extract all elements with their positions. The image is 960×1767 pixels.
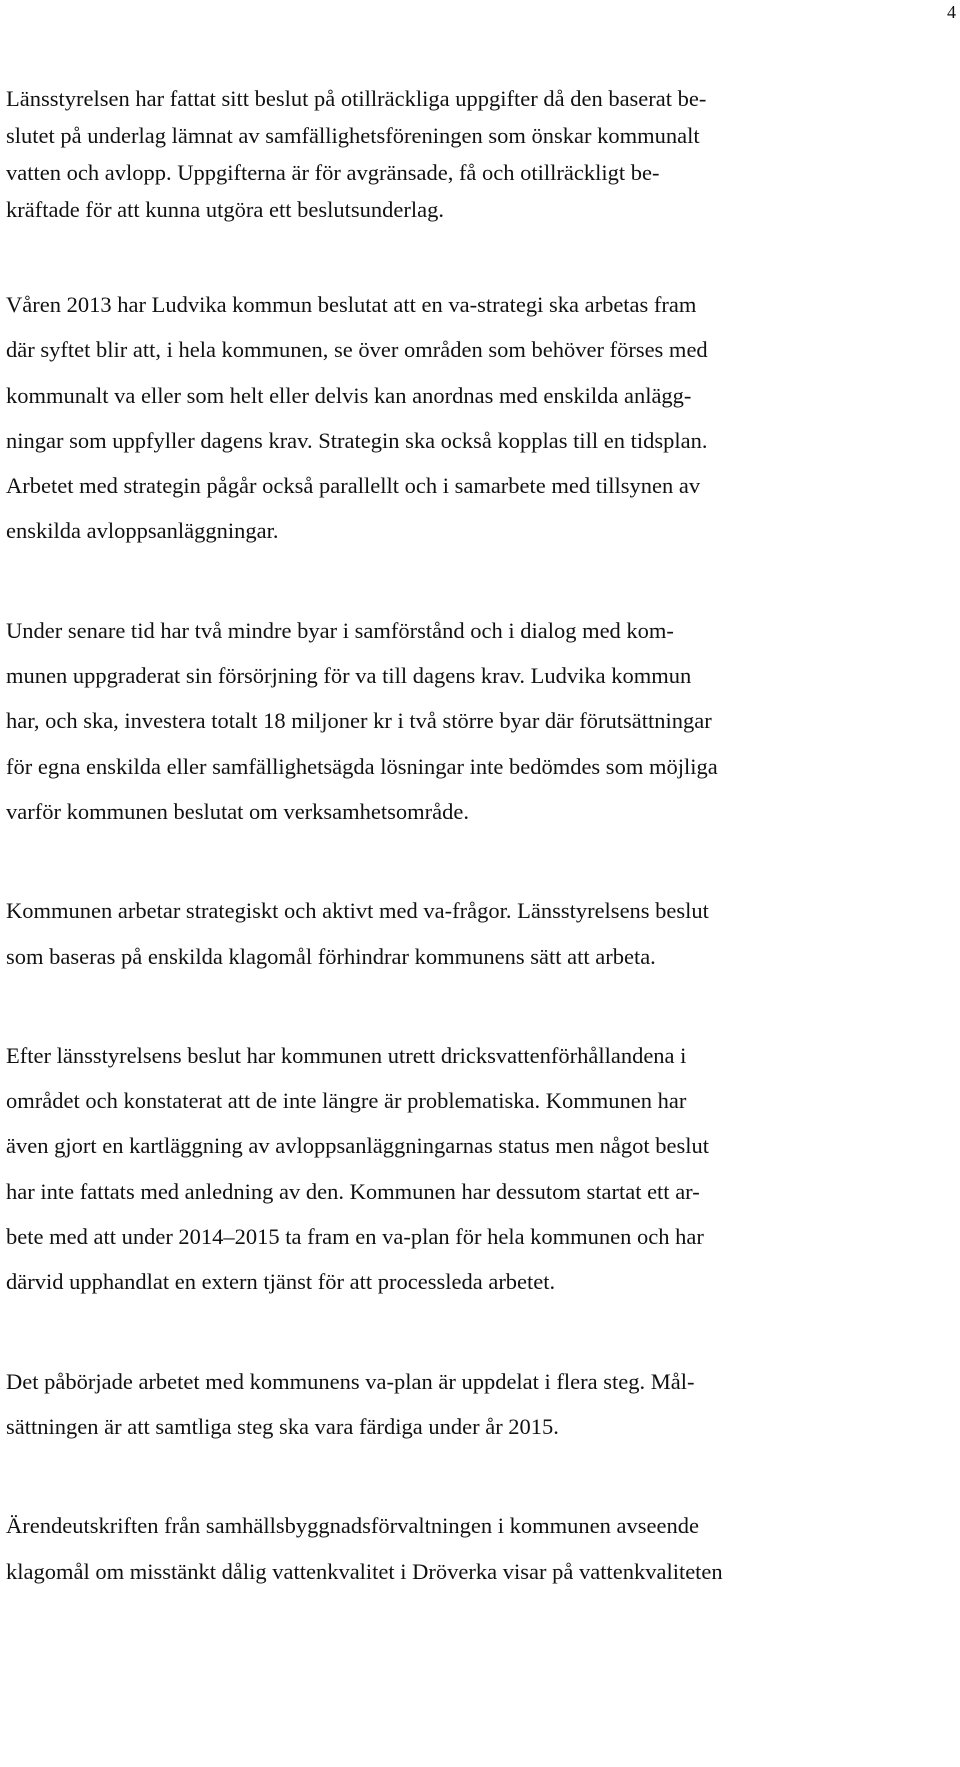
paragraph-5: Efter länsstyrelsens beslut har kommunen utrett dricksvattenförhållandena i området och konstaterat att de inte längre är problematiska. Kommunen har även gjort en kartläggning av avloppsanläggningarnas status men något beslut har inte fattats med anledning av den. Kommunen har dessutom startat ett ar- bete med att under 2014–2015 ta fram en va-plan för hela kommunen och har därvid upphandlat en extern tjänst för att processleda arbetet. — [6, 1042, 709, 1295]
paragraph-3: Under senare tid har två mindre byar i samförstånd och i dialog med kom- munen uppgraderat sin försörjning för va till dagens krav. Ludvika kommun har, och ska, investera totalt 18 miljoner kr i två större byar där förutsättningar för egna enskilda eller samfällighetsägda lösningar inte bedömdes som möjliga varför kommunen beslutat om verksamhetsområde. — [6, 617, 718, 824]
paragraph-2: Våren 2013 har Ludvika kommun beslutat att en va-strategi ska arbetas fram där syftet blir att, i hela kommunen, se över områden som behöver förses med kommunalt va eller som helt eller delvis kan anordnas med enskilda anlägg- ningar som uppfyller dagens krav. Strategin ska också kopplas till en tidsplan. Arbetet med strategin pågår också parallellt och i samarbete med tillsynen av enskilda avloppsanläggningar. — [6, 292, 708, 544]
paragraph-6: Det påbörjade arbetet med kommunens va-plan är uppdelat i flera steg. Mål- sättningen är att samtliga steg ska vara färdiga under år 2015. — [6, 1368, 695, 1439]
paragraph-7: Ärendeutskriften från samhällsbyggnadsförvaltningen i kommunen avseende klagomål om misstänkt dålig vattenkvalitet i Dröverka visar på vattenkvaliteten — [6, 1513, 723, 1584]
paragraph-1: Länsstyrelsen har fattat sitt beslut på otillräckliga uppgifter då den baserat be- slutet på underlag lämnat av samfällighetsföreningen som önskar kommunalt vatten och avlopp. Uppgifterna är för avgränsade, få och otillräckligt be- kräftade för att kunna utgöra ett beslutsunderlag. — [6, 86, 707, 222]
paragraph-4: Kommunen arbetar strategiskt och aktivt med va-frågor. Länsstyrelsens beslut som baseras på enskilda klagomål förhindrar kommunens sätt att arbeta. — [6, 898, 709, 969]
document-body — [6, 80, 942, 1594]
page-number: 4 — [947, 2, 956, 22]
